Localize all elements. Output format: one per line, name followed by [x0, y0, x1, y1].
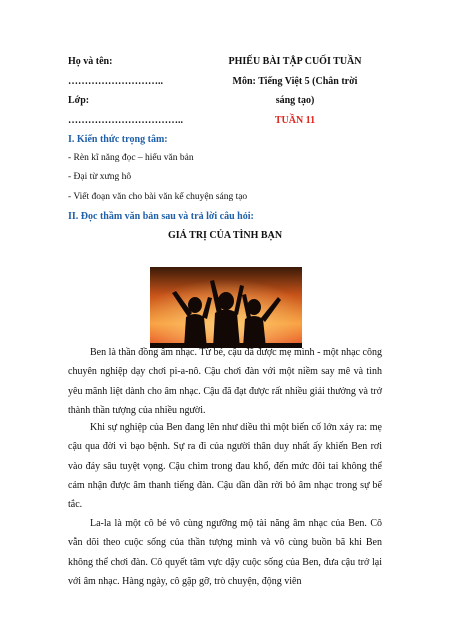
section-1-item: - Viết đoạn văn cho bài văn kể chuyện sáng tạo: [68, 192, 248, 202]
worksheet-title: PHIẾU BÀI TẬP CUỐI TUẦN: [228, 56, 362, 67]
story-paragraph: [68, 418, 382, 514]
story-paragraph: [68, 514, 382, 591]
section-1-item: - Đại từ xưng hô: [68, 172, 132, 182]
story-paragraph: [68, 343, 382, 420]
week-label: TUẦN 11: [274, 115, 316, 126]
friends-silhouette-photo: [150, 267, 302, 348]
class-dots: ……………………………..: [68, 115, 183, 126]
section-2-heading: II. Đọc thầm văn bản sau và trả lời câu hỏi:: [68, 211, 254, 222]
story-paragraph-text: Ben là thần đồng âm nhạc. Từ bé, cậu đã được mẹ mình - một nhạc công chuyên nghiệp dạy chơi pi-a-nô. Cậu chơi đàn với một niềm say mê và tình yêu mãnh liệt dành cho âm nhạc. Cậu đã đạt được rất nhiều giải thưởng và trở thành thần tượng của nhiều người.: [68, 347, 382, 416]
story-title: GIÁ TRỊ CỦA TÌNH BẠN: [167, 230, 283, 241]
story-paragraph-text: Khi sự nghiệp của Ben đang lên như diều thì một biến cố lớn xảy ra: mẹ cậu qua đời vì bạo bệnh. Sự ra đi của người thân duy nhất ấy khiến Ben rơi vào đáy sâu tuyệt vọng. Cậu chìm trong đau khổ, đến mức đôi tai không thể cảm nhận được âm thanh tiếng đàn. Cậu dần dần rời bỏ âm nhạc trong sự bế tắc.: [68, 422, 382, 511]
class-label: Lớp:: [68, 95, 90, 106]
story-paragraph-text: La-la là một cô bé vô cùng ngưỡng mộ tài năng âm nhạc của Ben. Cô vẫn dõi theo cuộc sống của thần tượng mình và vô cùng buồn bã khi Ben không thể chơi đàn. Cô quyết tâm vực dậy cuộc sống của Ben, đưa cậu trở lại với âm nhạc. Hàng ngày, cô gặp gỡ, trò chuyện, động viên: [68, 518, 382, 587]
name-dots: ………………………..: [68, 76, 163, 87]
subject-line-2: sáng tạo): [275, 95, 315, 106]
subject-line-1: Môn: Tiếng Việt 5 (Chân trời: [232, 76, 358, 87]
section-1-item: - Rèn kĩ năng đọc – hiểu văn bản: [68, 153, 194, 163]
name-label: Họ và tên:: [68, 56, 113, 67]
section-1-heading: I. Kiến thức trọng tâm:: [68, 134, 168, 145]
